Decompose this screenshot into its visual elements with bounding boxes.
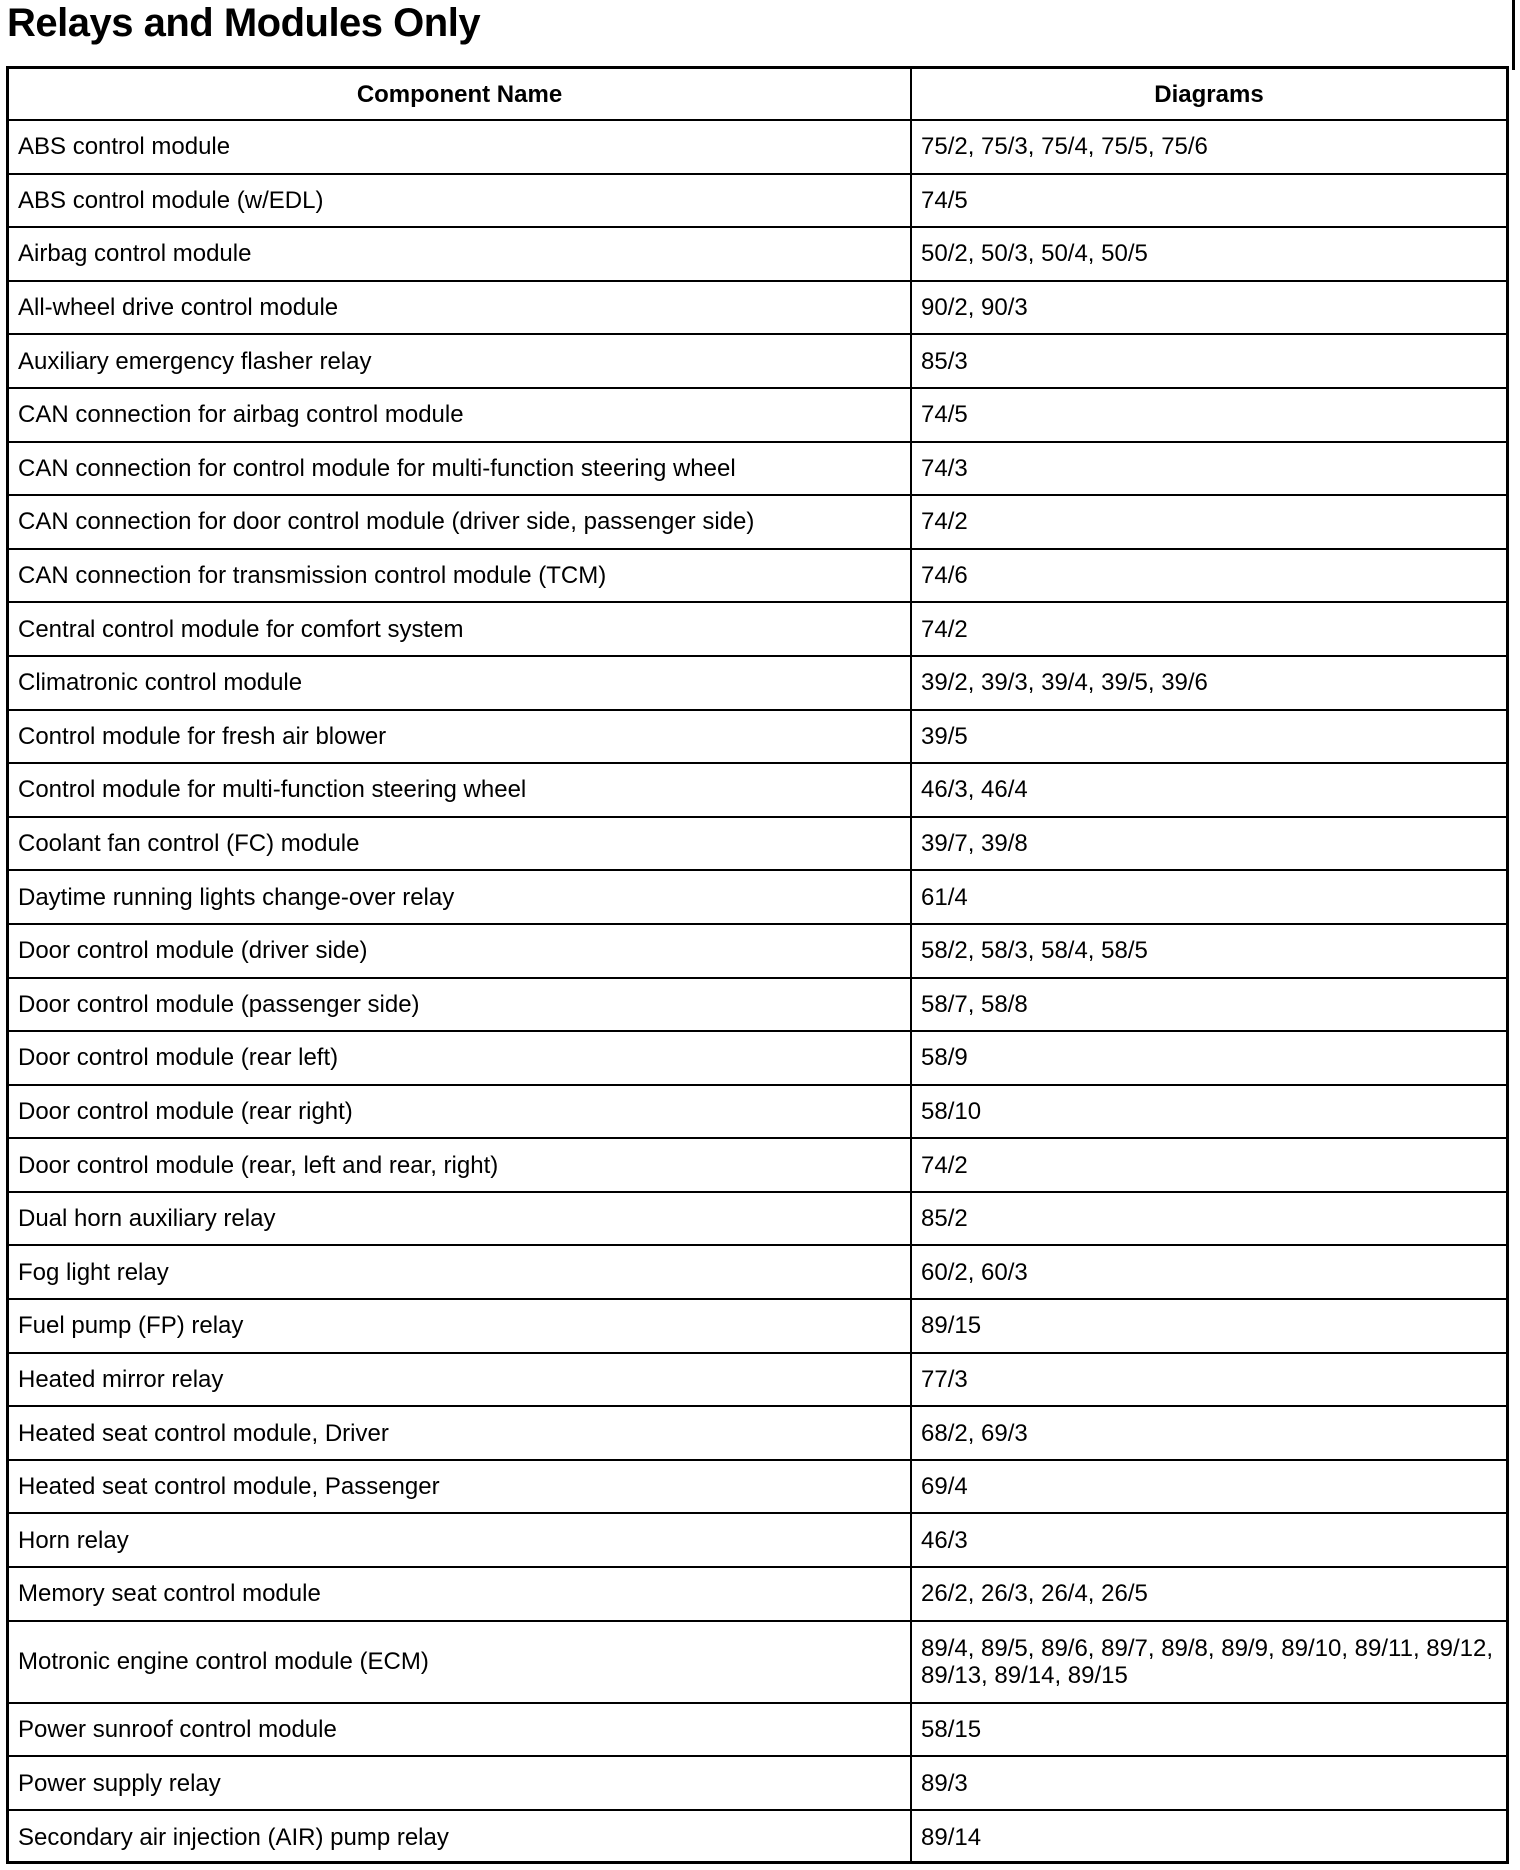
component-table-frame bbox=[6, 66, 1509, 1864]
table-row bbox=[9, 549, 1506, 603]
table-row bbox=[9, 1703, 1506, 1757]
component-name-cell: Power supply relay bbox=[9, 1756, 911, 1810]
header-diagrams: Diagrams bbox=[911, 69, 1506, 120]
component-name-cell: Dual horn auxiliary relay bbox=[9, 1192, 911, 1246]
table-row bbox=[9, 656, 1506, 710]
diagrams-cell: 74/2 bbox=[911, 602, 1506, 656]
diagrams-cell: 68/2, 69/3 bbox=[911, 1406, 1506, 1460]
table-row bbox=[9, 495, 1506, 549]
table-row bbox=[9, 174, 1506, 228]
component-name-cell: Airbag control module bbox=[9, 227, 911, 281]
diagrams-cell: 39/5 bbox=[911, 710, 1506, 764]
diagrams-cell: 74/2 bbox=[911, 1138, 1506, 1192]
table-row bbox=[9, 388, 1506, 442]
component-name-cell: Heated seat control module, Passenger bbox=[9, 1460, 911, 1514]
table-row bbox=[9, 1299, 1506, 1353]
table-row bbox=[9, 1138, 1506, 1192]
diagrams-cell: 61/4 bbox=[911, 870, 1506, 924]
diagrams-cell: 75/2, 75/3, 75/4, 75/5, 75/6 bbox=[911, 120, 1506, 174]
table-row bbox=[9, 1031, 1506, 1085]
diagrams-cell: 74/3 bbox=[911, 442, 1506, 496]
component-name-cell: Coolant fan control (FC) module bbox=[9, 817, 911, 871]
header-component-name: Component Name bbox=[9, 69, 911, 120]
table-row bbox=[9, 1513, 1506, 1567]
component-name-cell: All-wheel drive control module bbox=[9, 281, 911, 335]
table-row bbox=[9, 1245, 1506, 1299]
diagrams-cell: 74/5 bbox=[911, 388, 1506, 442]
component-name-cell: Secondary air injection (AIR) pump relay bbox=[9, 1810, 911, 1864]
diagrams-cell: 69/4 bbox=[911, 1460, 1506, 1514]
table-row bbox=[9, 1406, 1506, 1460]
diagrams-cell: 90/2, 90/3 bbox=[911, 281, 1506, 335]
table-row bbox=[9, 1353, 1506, 1407]
component-name-cell: Auxiliary emergency flasher relay bbox=[9, 334, 911, 388]
table-row bbox=[9, 817, 1506, 871]
component-name-cell: Heated mirror relay bbox=[9, 1353, 911, 1407]
table-row bbox=[9, 227, 1506, 281]
diagrams-cell: 39/7, 39/8 bbox=[911, 817, 1506, 871]
component-name-cell: Control module for multi-function steering wheel bbox=[9, 763, 911, 817]
table-row bbox=[9, 710, 1506, 764]
diagrams-cell: 89/14 bbox=[911, 1810, 1506, 1864]
table-row bbox=[9, 763, 1506, 817]
diagrams-cell: 58/7, 58/8 bbox=[911, 978, 1506, 1032]
table-row bbox=[9, 602, 1506, 656]
diagrams-cell: 58/15 bbox=[911, 1703, 1506, 1757]
diagrams-cell: 46/3 bbox=[911, 1513, 1506, 1567]
component-name-cell: Climatronic control module bbox=[9, 656, 911, 710]
diagrams-cell: 89/3 bbox=[911, 1756, 1506, 1810]
table-header-row bbox=[9, 69, 1506, 120]
table-row bbox=[9, 870, 1506, 924]
table-row bbox=[9, 1810, 1506, 1864]
table-row bbox=[9, 442, 1506, 496]
diagrams-cell: 74/5 bbox=[911, 174, 1506, 228]
diagrams-cell: 26/2, 26/3, 26/4, 26/5 bbox=[911, 1567, 1506, 1621]
component-name-cell: Power sunroof control module bbox=[9, 1703, 911, 1757]
diagrams-cell: 89/15 bbox=[911, 1299, 1506, 1353]
component-name-cell: Horn relay bbox=[9, 1513, 911, 1567]
diagrams-cell: 46/3, 46/4 bbox=[911, 763, 1506, 817]
table-row bbox=[9, 924, 1506, 978]
component-name-cell: Door control module (passenger side) bbox=[9, 978, 911, 1032]
table-row bbox=[9, 281, 1506, 335]
table-row bbox=[9, 1460, 1506, 1514]
component-table bbox=[9, 69, 1506, 1863]
diagrams-cell: 39/2, 39/3, 39/4, 39/5, 39/6 bbox=[911, 656, 1506, 710]
table-row bbox=[9, 1085, 1506, 1139]
diagrams-cell: 58/10 bbox=[911, 1085, 1506, 1139]
diagrams-cell: 74/2 bbox=[911, 495, 1506, 549]
diagrams-cell: 58/2, 58/3, 58/4, 58/5 bbox=[911, 924, 1506, 978]
table-row bbox=[9, 1567, 1506, 1621]
diagrams-cell: 50/2, 50/3, 50/4, 50/5 bbox=[911, 227, 1506, 281]
page-title: Relays and Modules Only bbox=[7, 1, 481, 45]
diagrams-cell: 77/3 bbox=[911, 1353, 1506, 1407]
component-name-cell: Door control module (rear, left and rear, right) bbox=[9, 1138, 911, 1192]
table-row bbox=[9, 1756, 1506, 1810]
component-name-cell: Door control module (driver side) bbox=[9, 924, 911, 978]
component-name-cell: Central control module for comfort system bbox=[9, 602, 911, 656]
component-name-cell: CAN connection for airbag control module bbox=[9, 388, 911, 442]
component-name-cell: Heated seat control module, Driver bbox=[9, 1406, 911, 1460]
table-row bbox=[9, 1621, 1506, 1703]
diagrams-cell: 74/6 bbox=[911, 549, 1506, 603]
component-name-cell: ABS control module (w/EDL) bbox=[9, 174, 911, 228]
component-name-cell: Motronic engine control module (ECM) bbox=[9, 1621, 911, 1703]
component-name-cell: Door control module (rear right) bbox=[9, 1085, 911, 1139]
table-body bbox=[9, 120, 1506, 1863]
component-name-cell: Door control module (rear left) bbox=[9, 1031, 911, 1085]
component-name-cell: CAN connection for transmission control module (TCM) bbox=[9, 549, 911, 603]
diagrams-cell: 89/4, 89/5, 89/6, 89/7, 89/8, 89/9, 89/10, 89/11, 89/12, 89/13, 89/14, 89/15 bbox=[911, 1621, 1506, 1703]
diagrams-cell: 60/2, 60/3 bbox=[911, 1245, 1506, 1299]
table-row bbox=[9, 978, 1506, 1032]
component-name-cell: CAN connection for control module for multi-function steering wheel bbox=[9, 442, 911, 496]
diagrams-cell: 85/2 bbox=[911, 1192, 1506, 1246]
component-name-cell: Fuel pump (FP) relay bbox=[9, 1299, 911, 1353]
component-name-cell: Memory seat control module bbox=[9, 1567, 911, 1621]
component-name-cell: CAN connection for door control module (driver side, passenger side) bbox=[9, 495, 911, 549]
component-name-cell: Fog light relay bbox=[9, 1245, 911, 1299]
table-row bbox=[9, 334, 1506, 388]
page-edge-rule bbox=[1512, 0, 1515, 70]
diagrams-cell: 85/3 bbox=[911, 334, 1506, 388]
table-row bbox=[9, 120, 1506, 174]
diagrams-cell: 58/9 bbox=[911, 1031, 1506, 1085]
component-name-cell: Daytime running lights change-over relay bbox=[9, 870, 911, 924]
table-row bbox=[9, 1192, 1506, 1246]
component-name-cell: Control module for fresh air blower bbox=[9, 710, 911, 764]
component-name-cell: ABS control module bbox=[9, 120, 911, 174]
